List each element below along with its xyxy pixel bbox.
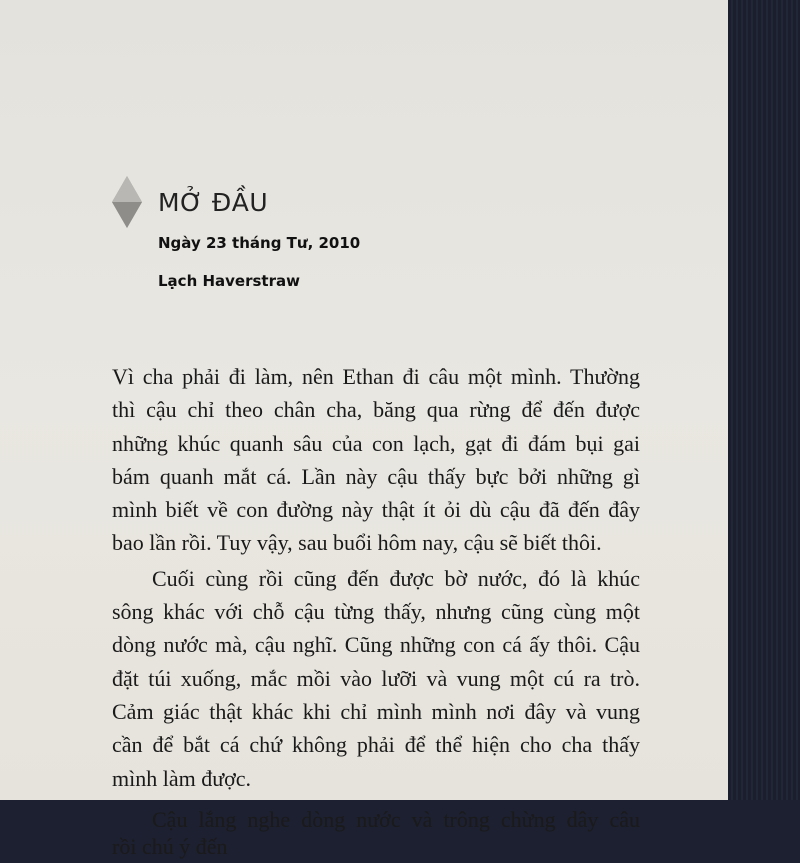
text-line: rồi chú ý đến — [112, 834, 228, 860]
text-line: Vì cha phải đi làm, nên Ethan đi câu một mình. Thường — [112, 364, 640, 389]
text-line: những khúc quanh sâu của con lạch, gạt đi đám bụi gai — [112, 430, 640, 456]
paragraph — [112, 803, 640, 863]
text-line: bao lần rồi. Tuy vậy, sau buổi hôm nay, cậu sẽ biết thôi. — [112, 530, 602, 556]
book-cover-edge — [728, 0, 800, 800]
paragraph — [112, 360, 640, 560]
chapter-title: MỞ ĐẦU — [158, 188, 269, 217]
paragraph — [112, 562, 640, 795]
text-line: cần để bắt cá chứ không phải để thể hiện cho cha thấy — [112, 732, 640, 758]
text-line: thì cậu chỉ theo chân cha, băng qua rừng để đến được — [112, 397, 640, 423]
chapter-date: Ngày 23 tháng Tư, 2010 — [158, 234, 361, 252]
chapter-location: Lạch Haverstraw — [158, 272, 300, 290]
text-line: mình làm được. — [112, 765, 252, 791]
diamond-ornament-icon — [112, 176, 142, 228]
text-line: Cuối cùng rồi cũng đến được bờ nước, đó là khúc — [152, 565, 640, 591]
text-line: bám quanh mắt cá. Lần này cậu thấy bực bởi những gì — [112, 463, 640, 489]
text-line: mình biết về con đường này thật ít ỏi dù cậu đã đến đây — [112, 497, 640, 523]
text-line: Cảm giác thật khác khi chỉ mình mình nơi đây và vung — [112, 698, 640, 724]
body-text — [112, 360, 640, 863]
text-line: sông khác với chỗ cậu từng thấy, nhưng cũng cùng một — [112, 599, 640, 625]
text-line: dòng nước mà, cậu nghĩ. Cũng những con cá ấy thôi. Cậu — [112, 632, 640, 658]
text-line: đặt túi xuống, mắc mồi vào lưỡi và vung một cú ra trò. — [112, 665, 640, 691]
text-line: Cậu lắng nghe dòng nước và trông chừng dây câu — [152, 806, 640, 832]
